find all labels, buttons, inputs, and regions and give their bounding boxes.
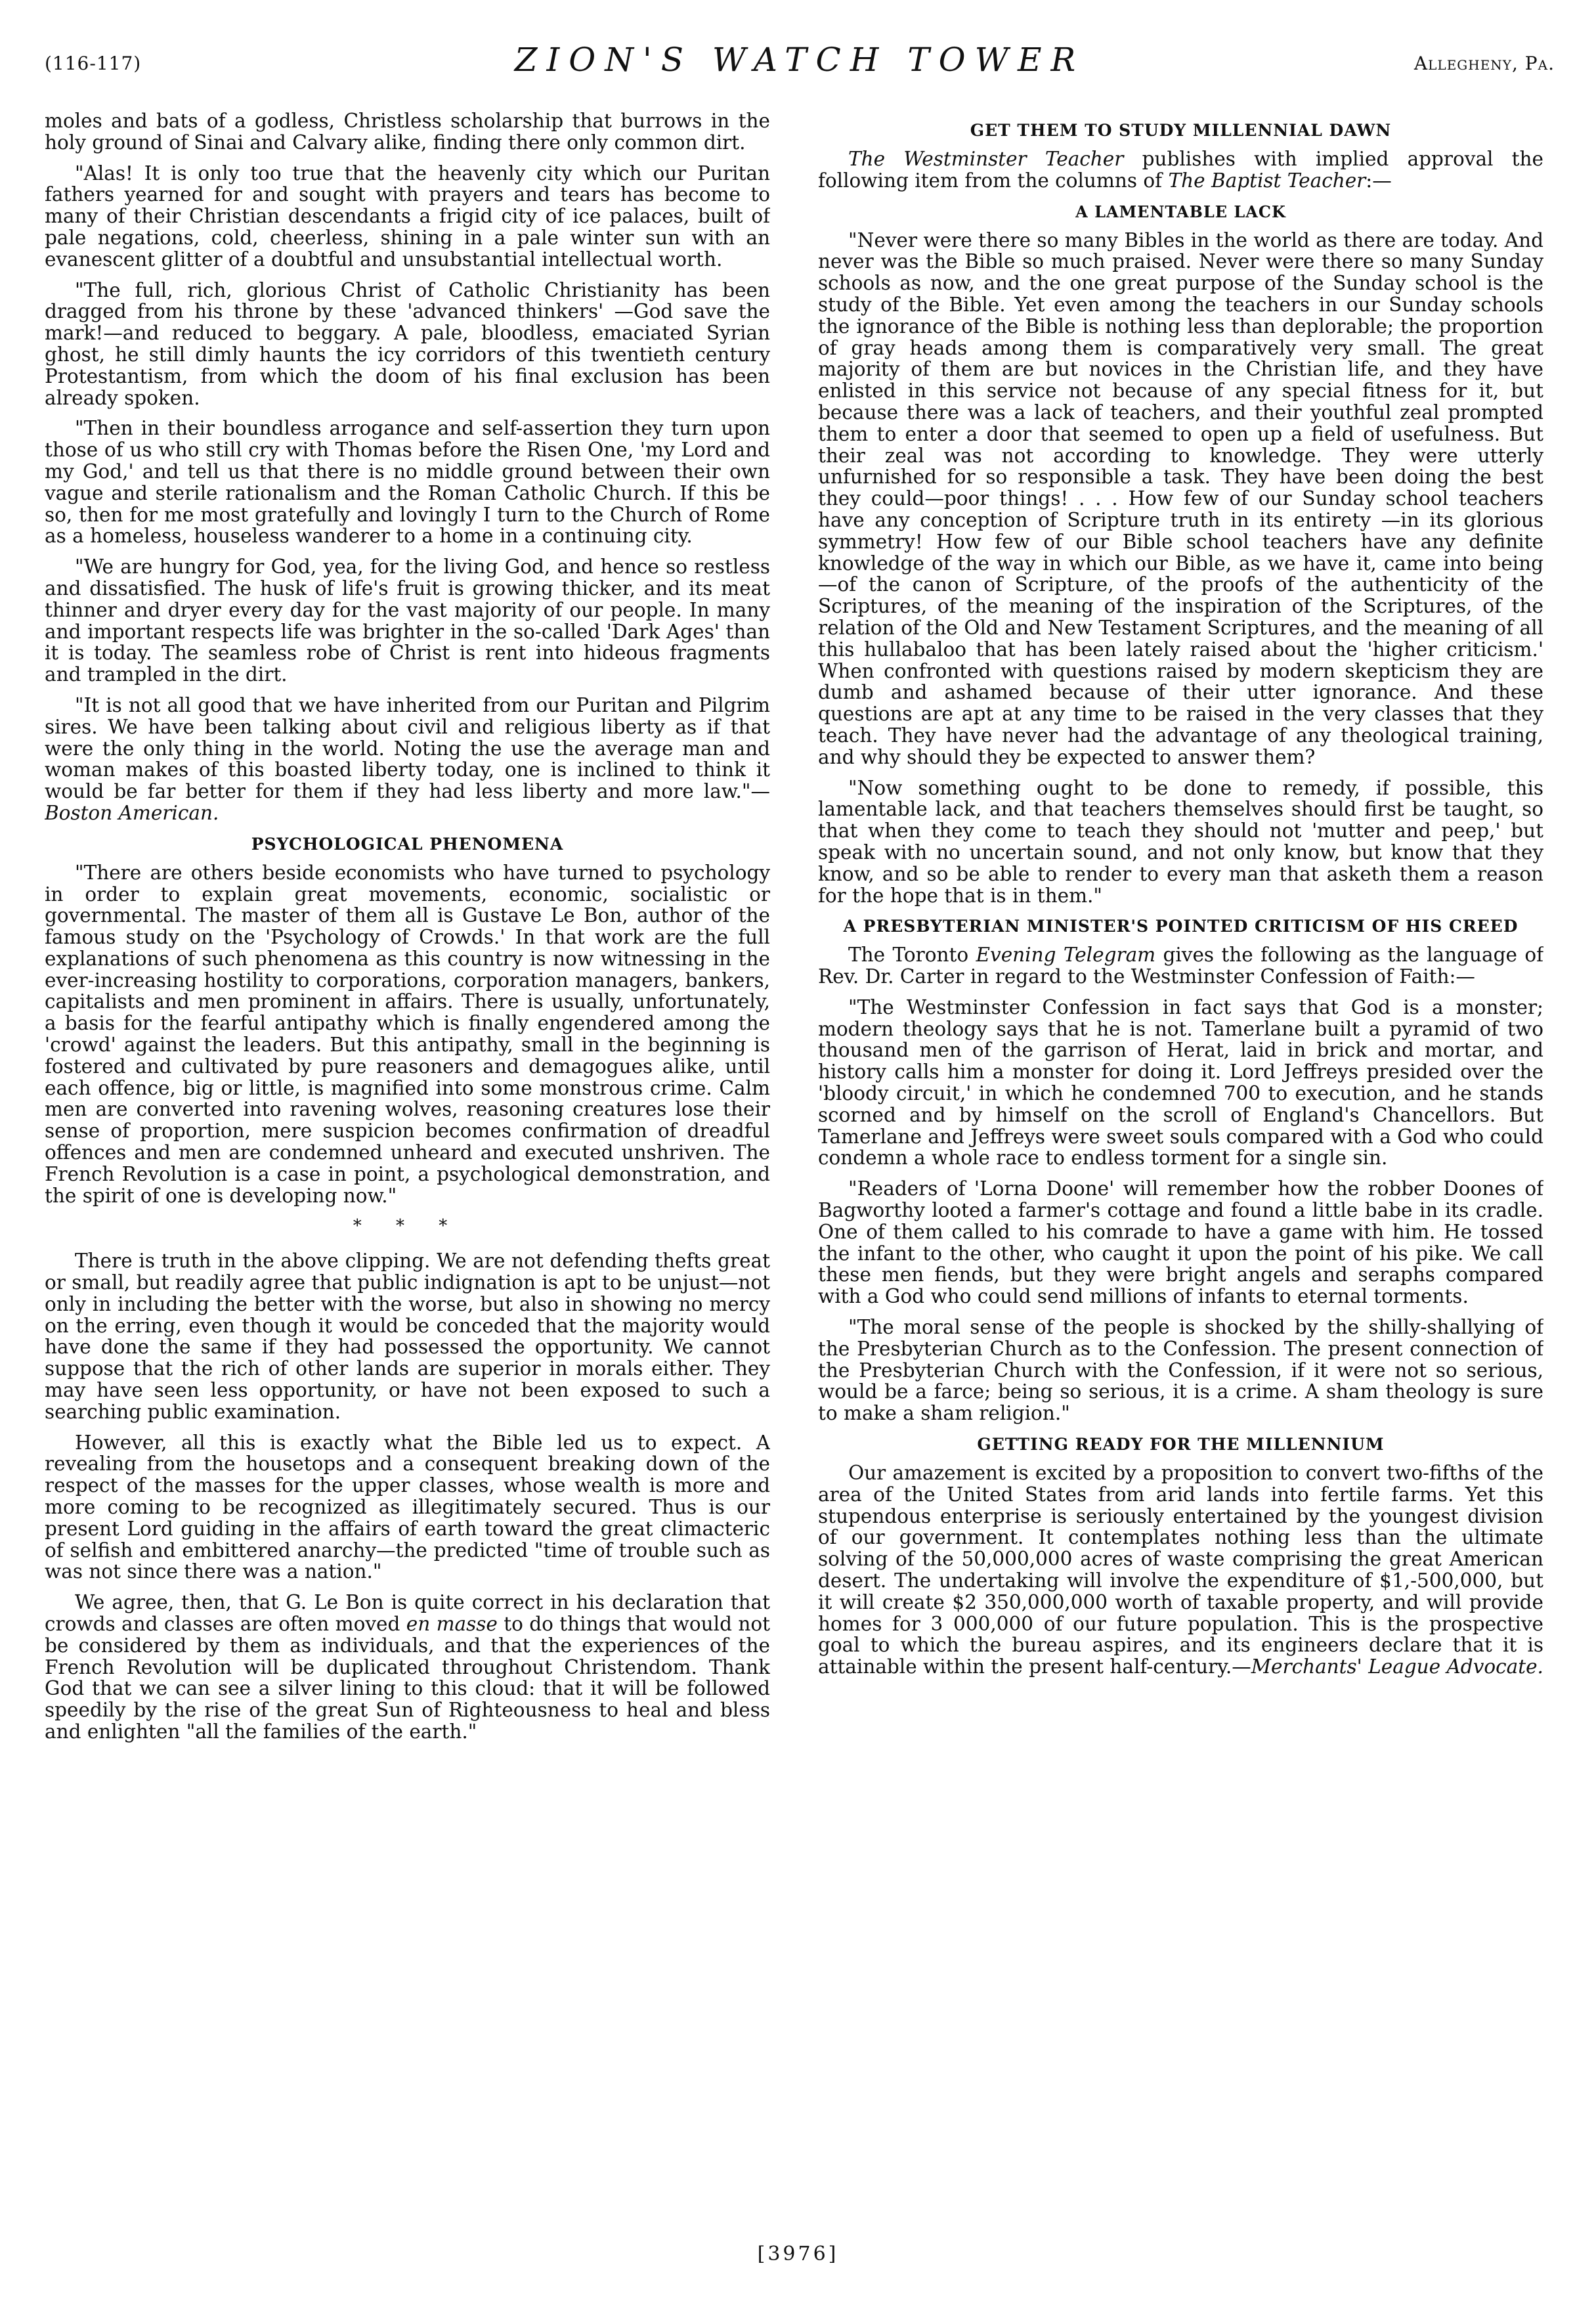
paragraph: "The Westminster Confession in fact says that God is a monster; modern theology says that he is not. Tamerlane built a pyramid of two thousand men of the garrison of Herat, laid in brick and mortar, and history calls him a monster for doing it. Lord Jeffreys presided over the 'bloody circuit,' in which he condemned 700 to execution, and he stands scorned and by himself on the scroll of England's Chancellors. But Tamerlane and Jeffreys were sweet souls compared with a God who could condemn a whole race to endless torment for a single sin. [818,995,1543,1170]
paragraph [818,148,1543,192]
publication-title: Evening Telegram [976,944,1156,967]
section-heading-lamentable-lack: A LAMENTABLE LACK [1075,202,1286,221]
section-heading-presbyterian-criticism: A PRESBYTERIAN MINISTER'S POINTED CRITICISM OF HIS CREED [843,917,1519,936]
section-heading-millennial-dawn: GET THEM TO STUDY MILLENNIAL DAWN [970,121,1392,140]
section-heading-getting-ready: GETTING READY FOR THE MILLENNIUM [977,1435,1385,1455]
paragraph-text: publishes with implied approval the following item from the columns of [818,148,1543,192]
paragraph: "Never were there so many Bibles in the world as there are today. And never was the Bible so much praised. Never were there so many Sunday schools as now, and the one great purpose of the Sunday school is the study of the Bible. Yet even among the teachers in our Sunday schools the ignorance of the Bible is nothing less than deplorable; the proportion of gray heads among them is comparatively very small. The great majority of them are but novices in the Christian life, and they have enlisted in this service not because of any special fitness for it, but because there was a lack of teachers, and their youthful zeal prompted them to enter a door that seemed to open up a field of usefulness. But their zeal was not according to knowledge. They were utterly unfurnished for so responsible a task. They have been doing the best they could—poor things! . . . How few of our Sunday school teachers have any conception of Scripture truth in its entirety —in its glorious symmetry! How few of our Bible school teachers have any definite knowledge of the way in which our Bible, as we have it, came into being—of the canon of Scripture, of the proofs of the authenticity of the Scriptures, of the meaning of the inspiration of the Scriptures, of the relation of the Old and New Testament Scriptures, and the meaning of all this hullabaloo that has been lately raised about the 'higher criticism.' When confronted with questions raised by modern skepticism they are dumb and ashamed because of their utter ignorance. And these questions are apt at any time to be raised in the very classes that they teach. They have never had the advantage of any theological training, and why should they be expected to answer them? [818,229,1543,768]
section-heading-psychological-phenomena: PSYCHOLOGICAL PHENOMENA [251,834,564,854]
header-title: ZION'S WATCH TOWER [514,41,1085,79]
paragraph-text: "It is not all good that we have inherited from our Puritan and Pilgrim sires. We have been talking about civil and religious liberty as if that were the only thing in the world. Noting the use the average man and woman makes of this boasted liberty today, one is inclined to think it would be far better for them if they had less liberty and more law."— [45,693,770,803]
paragraph: "The moral sense of the people is shocked by the shilly-shallying of the Presbyterian Church as to the Confession. The present connection of the Presbyterian Church with the Confession, if it were not so serious, would be a farce; being so serious, it is a crime. A sham theology is sure to make a sham religion." [818,1316,1543,1425]
header-location: Allegheny, Pa. [1413,53,1555,74]
right-column [818,110,1543,2212]
paragraph-text: The Toronto [848,944,976,967]
paragraph: "Readers of 'Lorna Doone' will remember how the robber Doones of Bagworthy looted a farmer's cottage and found a little babe in its cradle. One of them called to his comrade to have a game with him. He tossed the infant to the other, who caught it upon the point of his pike. We call these men fiends, but they were bright angels and seraphs compared with a God who could send millions of infants to eternal torments. [818,1177,1543,1308]
paragraph-text: to do things that would not be considered by them as individuals, and that the experiences of the French Revolution will be duplicated throughout Christendom. Thank God that we can see a silver lining to this cloud: that it will be followed speedily by the rise of the great Sun of Righteousness to heal and bless and enlighten "all the families of the earth." [45,1613,770,1743]
paragraph: "Now something ought to be done to remedy, if possible, this lamentable lack, and that teachers themselves should first be taught, so that when they come to teach they should not 'mutter and peep,' but speak with no uncertain sound, and not only know, but know that they know, and so be able to render to every man that asketh them a reason for the hope that is in them." [818,776,1543,907]
paragraph [818,1462,1543,1678]
paragraph-text: We agree, then, that G. Le Bon is quite correct in his declaration that crowds and classes are often moved [45,1591,770,1635]
paragraph: There is truth in the above clipping. We are not defending thefts great or small, but readily agree that public indignation is apt to be unjust—not only in including the better with the worse, but also in showing no mercy on the erring, even though it would be conceded that the majority would have done the same if they had possessed the opportunity. We cannot suppose that the rich of other lands are superior in morals either. They may have seen less opportunity, or have not been exposed to such a searching public examination. [45,1250,770,1423]
source-citation: Merchants' League Advocate. [1251,1655,1543,1678]
emphasis: en masse [406,1613,498,1635]
paragraph-text: gives the following as the language of Rev. Dr. Carter in regard to the Westminster Confession of Faith:— [818,944,1543,988]
paragraph: "The full, rich, glorious Christ of Catholic Christianity has been dragged from his throne by these 'advanced thinkers' —God save the mark!—and reduced to beggary. A pale, bloodless, emaciated Syrian ghost, he still dimly haunts the icy corridors of this twentieth century Protestantism, from which the doom of his final exclusion has been already spoken. [45,278,770,409]
paragraph-text: Our amazement is excited by a proposition to convert two-fifths of the area of the United States from arid lands into fertile farms. Yet this stupendous enterprise is seriously entertained by the youngest division of our government. It contemplates nothing less than the ultimate solving of the 50,000,000 acres of waste comprising the great American desert. The undertaking will involve the expenditure of $1,-500,000, but it will create $2 350,000,000 worth of taxable property, and will provide homes for 3 000,000 of our future population. This is the prospective goal to which the bureau aspires, and its engineers declare that it is attainable within the present half-century.— [818,1462,1543,1678]
paragraph-text: :— [1366,169,1392,192]
page-header [45,41,1555,87]
left-column [45,110,770,2212]
paragraph [818,944,1543,988]
publication-title: The Baptist Teacher [1168,169,1366,192]
paragraph: However, all this is exactly what the Bible led us to expect. A revealing from the housetops and a consequent breaking down of the respect of the masses for the upper classes, whose wealth is more and more coming to be recognized as illegitimately secured. Thus is our present Lord guiding in the affairs of earth toward the great climacteric of selfish and embittered anarchy—the predicted "time of trouble such as was not since there was a nation." [45,1431,770,1583]
paragraph [45,1592,770,1743]
source-citation: Boston American. [45,801,219,824]
paragraph: "Alas! It is only too true that the heavenly city which our Puritan fathers yearned for and sought with prayers and tears has become to many of their Christian descendants a frigid city of ice palaces, built of pale negations, cold, cheerless, shining in a pale winter sun with an evanescent glitter of a doubtful and unsubstantial intellectual worth. [45,162,770,271]
publication-title: The Westminster Teacher [848,148,1124,170]
paragraph: "Then in their boundless arrogance and self-assertion they turn upon those of us who still cry with Thomas before the Risen One, 'my Lord and my God,' and tell us that there is no middle ground between their own vague and sterile rationalism and the Roman Catholic Church. If this be so, then for me most gratefully and lovingly I turn to the Church of Rome as a homeless, houseless wanderer to a home in a continuing city. [45,417,770,548]
paragraph [45,695,770,824]
header-page-numbers: (116-117) [45,53,142,74]
page-footer-number: [3976] [757,2242,839,2265]
paragraph: moles and bats of a godless, Christless scholarship that burrows in the holy ground of Sinai and Calvary alike, finding there only common dirt. [45,110,770,154]
paragraph: "We are hungry for God, yea, for the living God, and hence so restless and dissatisfied. The husk of life's fruit is growing thicker, and its meat thinner and dryer every day for the vast majority of our people. In many and important respects life was brighter in the so-called 'Dark Ages' than it is today. The seamless robe of Christ is rent into hideous fragments and trampled in the dirt. [45,556,770,686]
section-divider: * * * [353,1216,462,1236]
paragraph: "There are others beside economists who have turned to psychology in order to explain great movements, economic, socialistic or governmental. The master of them all is Gustave Le Bon, author of the famous study on the 'Psychology of Crowds.' In that work are the full explanations of such phenomena as this country is now witnessing in the ever-increasing hostility to corporations, corporation managers, bankers, capitalists and men prominent in affairs. There is usually, unfortunately, a basis for the fearful antipathy which is finally engendered among the 'crowd' against the leaders. But this antipathy, small in the beginning is fostered and cultivated by pure reasoners and demagogues alike, until each offence, big or little, is magnified into some monstrous crime. Calm men are converted into ravening wolves, reasoning creatures lose their sense of proportion, mere suspicion becomes confirmation of dreadful offences and men are condemned unheard and executed unshriven. The French Revolution is a case in point, a psychological demonstration, and the spirit of one is developing now." [45,861,770,1207]
